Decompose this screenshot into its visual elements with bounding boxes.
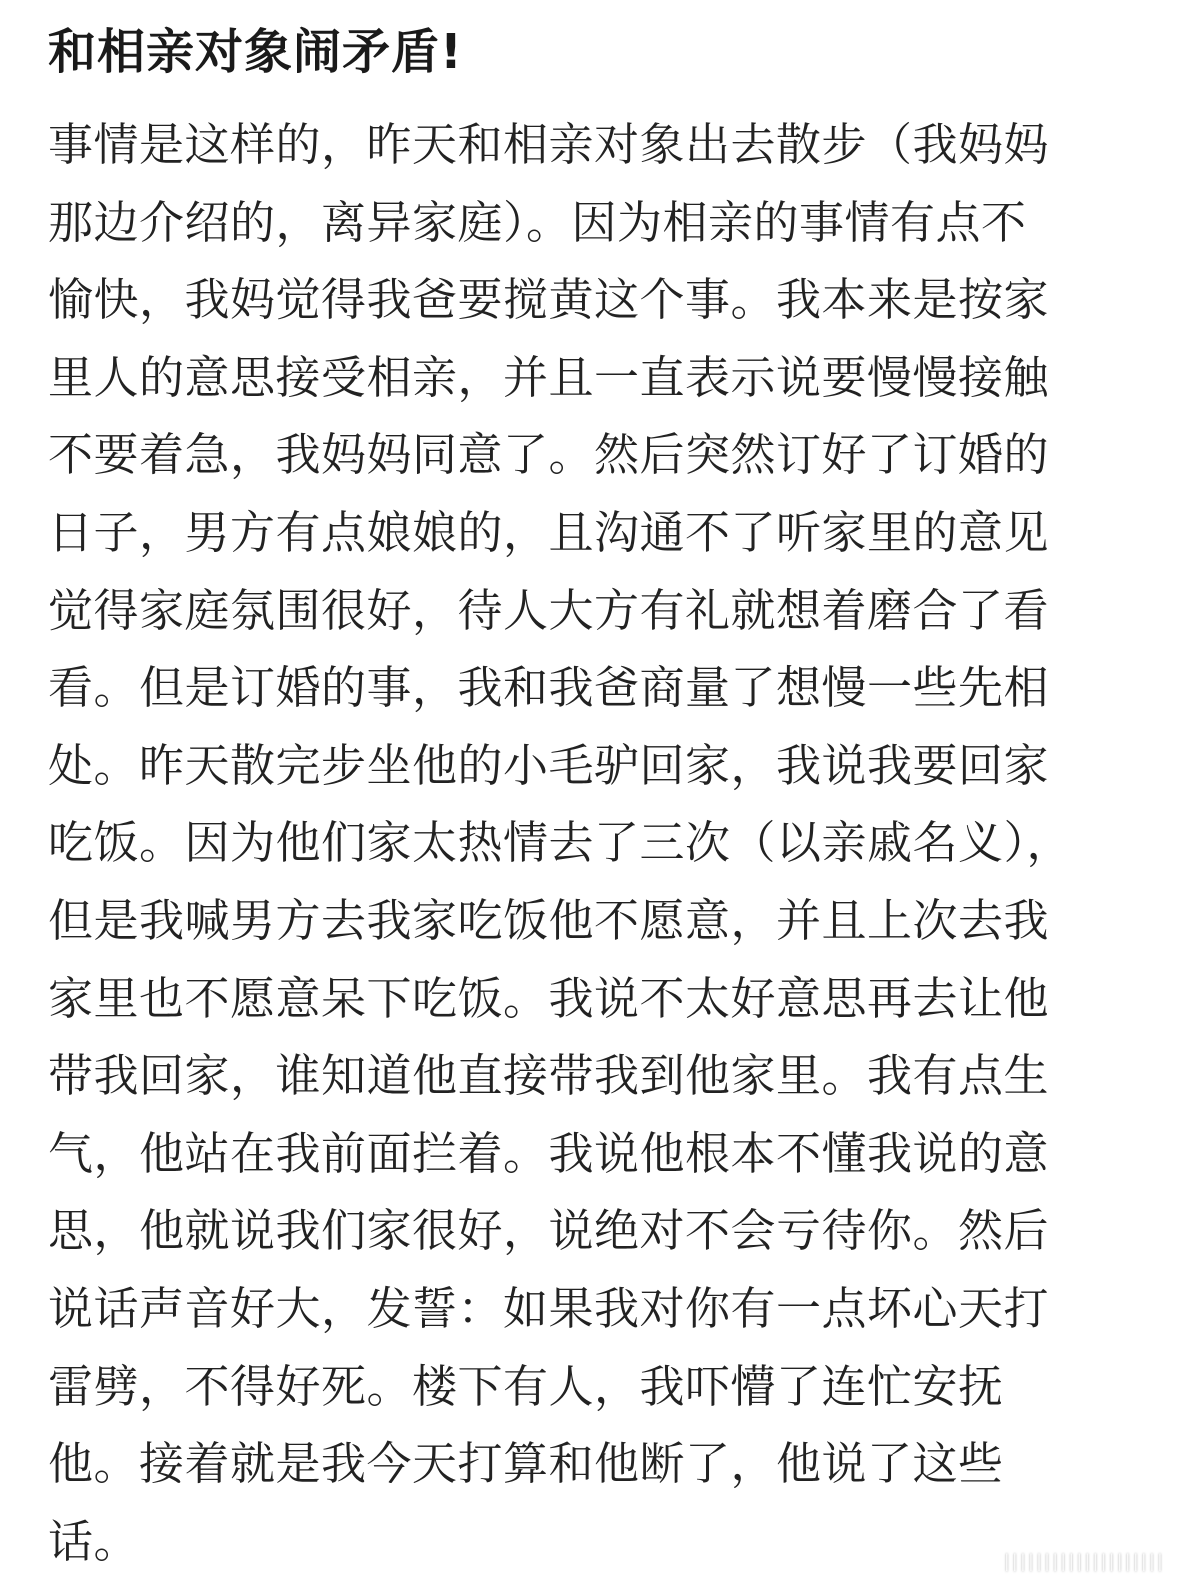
body-line: 里人的意思接受相亲，并且一直表示说要慢慢接触: [48, 350, 1050, 404]
body-line: 但是我喊男方去我家吃饭他不愿意，并且上次去我: [48, 893, 1050, 947]
body-line: 说话声音好大，发誓：如果我对你有一点坏心天打: [48, 1281, 1050, 1335]
body-line: 吃饭。因为他们家太热情去了三次（以亲戚名义），: [48, 816, 1073, 870]
body-line: 日子，男方有点娘娘的，且沟通不了听家里的意见: [48, 505, 1050, 559]
body-line: 那边介绍的，离异家庭）。因为相亲的事情有点不: [48, 195, 1027, 249]
body-line: 带我回家，谁知道他直接带我到他家里。我有点生: [48, 1049, 1050, 1103]
watermark: ||||||||||||||||||||: [1003, 1551, 1165, 1572]
body-line: 思，他就说我们家很好，说绝对不会亏待你。然后: [48, 1204, 1050, 1258]
body-line: 雷劈，不得好死。楼下有人，我吓懵了连忙安抚: [48, 1359, 1004, 1413]
body-line: 话。: [48, 1514, 140, 1568]
post-container: [48, 18, 1133, 1580]
post-title: 和相亲对象闹矛盾!: [48, 24, 463, 80]
body-line: 家里也不愿意呆下吃饭。我说不太好意思再去让他: [48, 971, 1050, 1025]
body-line: 不要着急，我妈妈同意了。然后突然订好了订婚的: [48, 428, 1050, 482]
body-line: 事情是这样的，昨天和相亲对象出去散步（我妈妈: [48, 118, 1050, 171]
body-line: 气，他站在我前面拦着。我说他根本不懂我说的意: [48, 1126, 1050, 1180]
body-line: 觉得家庭氛围很好，待人大方有礼就想着磨合了看: [48, 583, 1050, 637]
body-line: 处。昨天散完步坐他的小毛驴回家，我说我要回家: [48, 738, 1050, 792]
body-line: 看。但是订婚的事，我和我爸商量了想慢一些先相: [48, 661, 1050, 715]
body-line: 愉快，我妈觉得我爸要搅黄这个事。我本来是按家: [48, 273, 1050, 327]
post-body: [48, 106, 1133, 1580]
body-line: 他。接着就是我今天打算和他断了，他说了这些: [48, 1437, 1004, 1491]
